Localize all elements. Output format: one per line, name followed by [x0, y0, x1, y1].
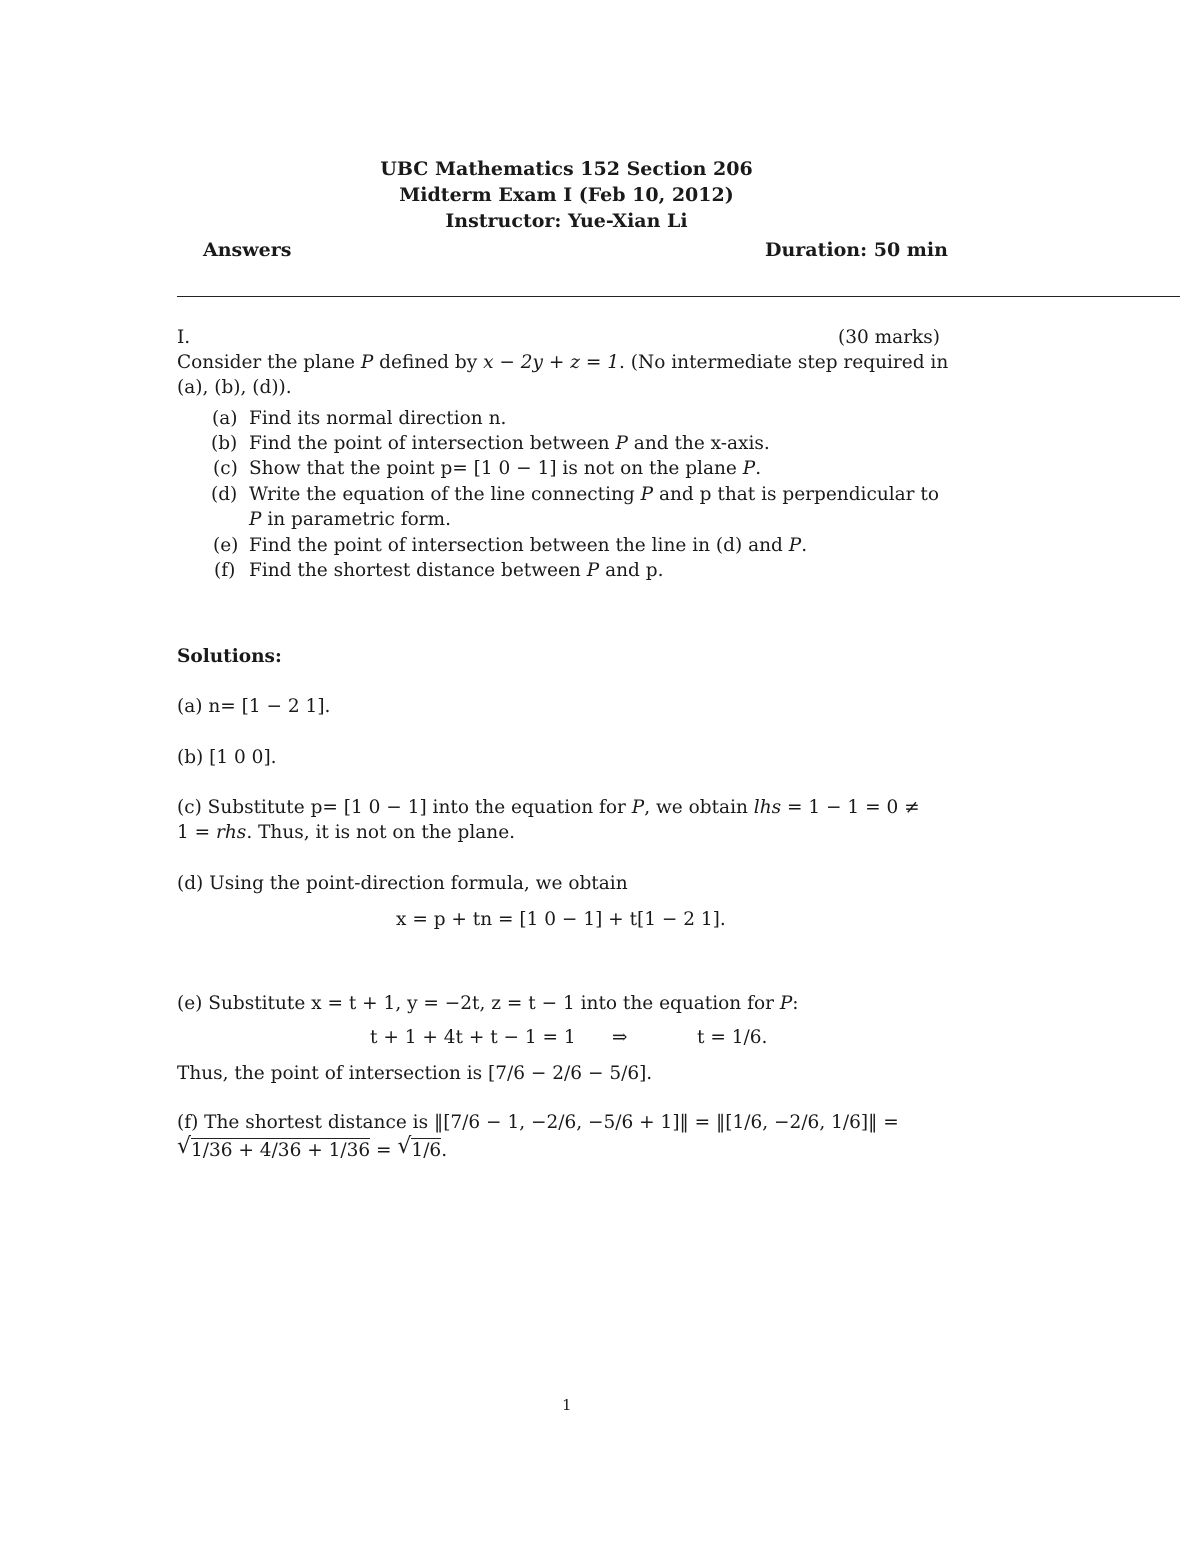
header-divider — [177, 296, 1180, 297]
solution-e-arrow: ⇒ — [612, 1027, 628, 1048]
part-b-label: (b) — [211, 433, 238, 454]
solution-d-line1: (d) Using the point-direction formula, we obtain — [177, 873, 628, 894]
question-number: I. — [177, 327, 191, 348]
duration-label: Duration: 50 min — [765, 239, 948, 261]
solutions-heading: Solutions: — [177, 646, 282, 667]
part-c-text: Show that the point p= [1 0 − 1] is not on the plane P. — [249, 458, 762, 479]
solution-c-line1: (c) Substitute p= [1 0 − 1] into the equation for P, we obtain lhs = 1 − 1 = 0 ≠ — [177, 797, 920, 818]
plane-equation: x − 2y + z = 1 — [483, 352, 620, 373]
sqrt-expression-1: √ 1/36 + 4/36 + 1/36 — [177, 1134, 371, 1161]
solution-e-formula-right: t = 1/6. — [697, 1027, 768, 1048]
part-b-text: Find the point of intersection between P and the x-axis. — [249, 433, 770, 454]
solution-b: (b) [1 0 0]. — [177, 747, 277, 768]
sqrt-expression-2: √ 1/6 — [397, 1134, 442, 1161]
instructor-line: Instructor: Yue-Xian Li — [445, 210, 688, 232]
part-d-text: Write the equation of the line connecting P and p that is perpendicular to — [249, 484, 939, 505]
part-c-label: (c) — [213, 458, 238, 479]
exam-title: UBC Mathematics 152 Section 206 — [380, 158, 753, 180]
solution-c-line2: 1 = rhs. Thus, it is not on the plane. — [177, 822, 516, 843]
question-marks: (30 marks) — [838, 327, 940, 348]
part-a-label: (a) — [212, 408, 238, 429]
solution-f-line1: (f) The shortest distance is ‖[7/6 − 1, −2/6, −5/6 + 1]‖ = ‖[1/6, −2/6, 1/6]‖ = — [177, 1112, 899, 1133]
solution-d-formula: x = p + tn = [1 0 − 1] + t[1 − 2 1]. — [396, 909, 726, 930]
solution-a: (a) n= [1 − 2 1]. — [177, 696, 331, 717]
part-d-label: (d) — [211, 484, 238, 505]
solution-e-line3: Thus, the point of intersection is [7/6 − 2/6 − 5/6]. — [177, 1063, 653, 1084]
solution-f-line2: √ 1/36 + 4/36 + 1/36 = √ 1/6. — [177, 1134, 448, 1161]
solution-e-formula-left: t + 1 + 4t + t − 1 = 1 — [370, 1027, 576, 1048]
page-number: 1 — [562, 1396, 572, 1414]
part-e-label: (e) — [213, 535, 239, 556]
exam-subtitle: Midterm Exam I (Feb 10, 2012) — [399, 184, 734, 206]
part-d-text-line2: P in parametric form. — [249, 509, 451, 530]
answers-label: Answers — [203, 239, 292, 261]
part-a-text: Find its normal direction n. — [249, 408, 507, 429]
question-intro: Consider the plane P defined by x − 2y + z = 1. (No intermediate step required in — [177, 352, 949, 373]
part-f-label: (f) — [214, 560, 236, 581]
solution-e-line1: (e) Substitute x = t + 1, y = −2t, z = t − 1 into the equation for P: — [177, 993, 799, 1014]
question-intro-line2: (a), (b), (d)). — [177, 377, 292, 398]
part-f-text: Find the shortest distance between P and p. — [249, 560, 664, 581]
part-e-text: Find the point of intersection between the line in (d) and P. — [249, 535, 808, 556]
